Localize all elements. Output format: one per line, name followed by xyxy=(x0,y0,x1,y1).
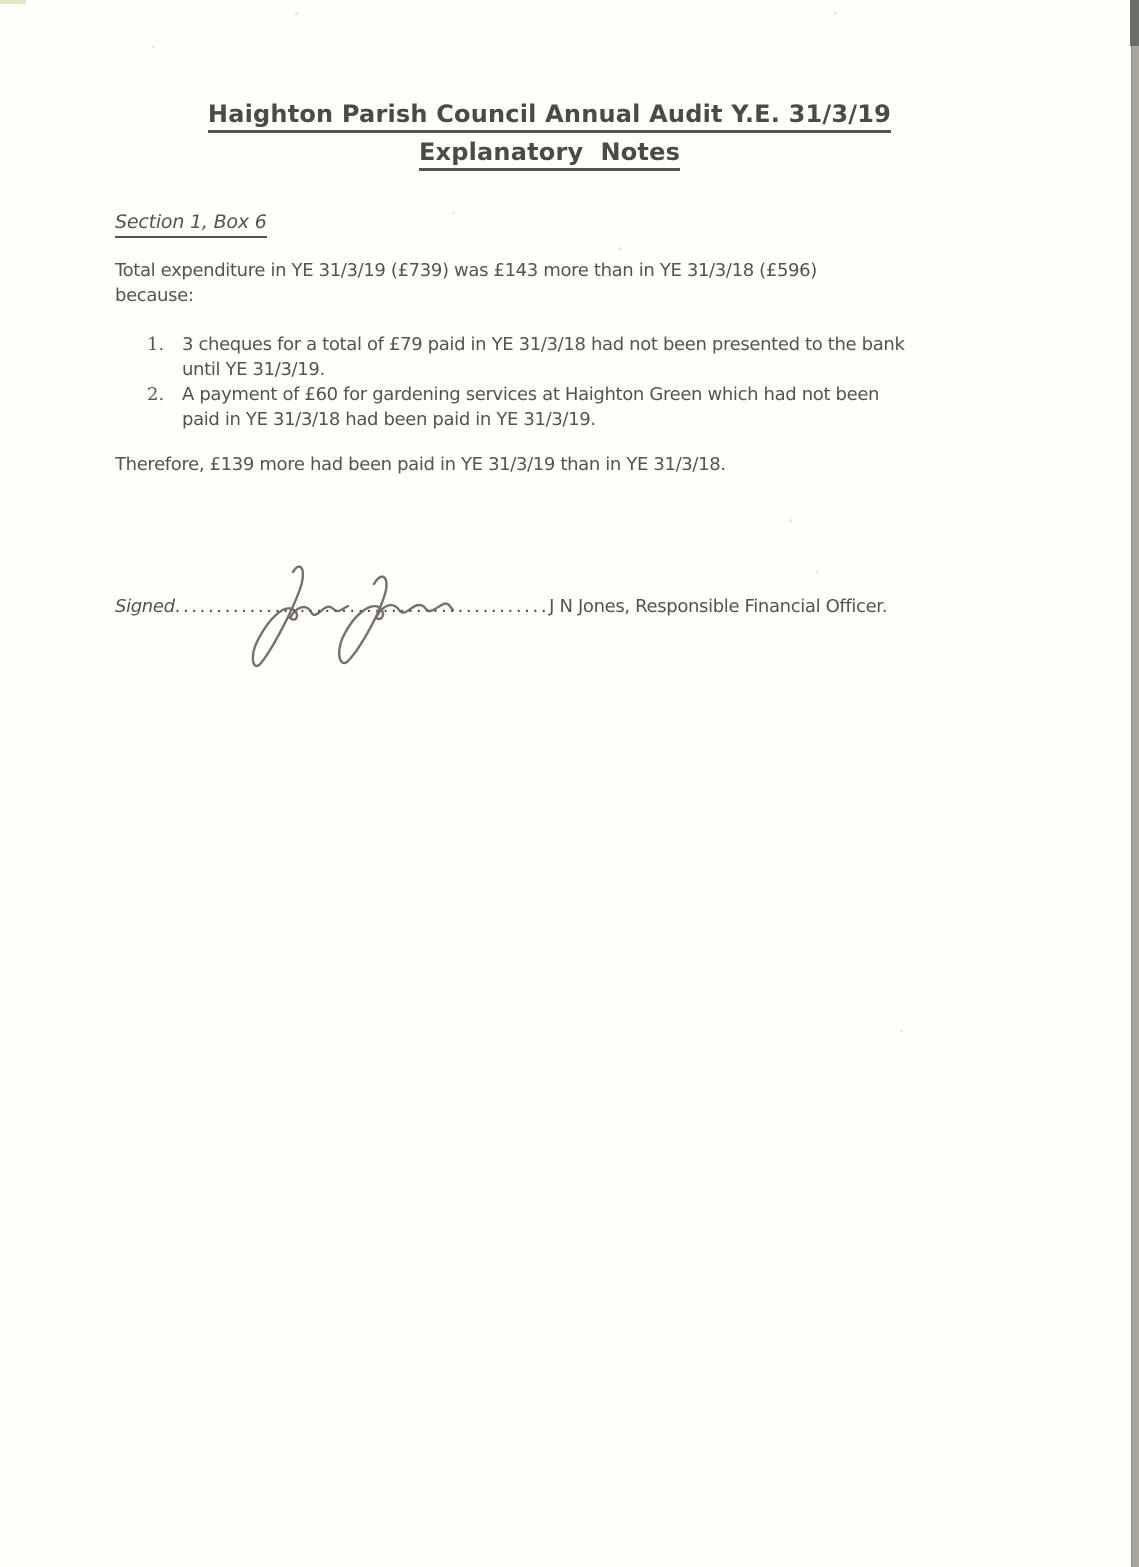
scan-speck xyxy=(152,46,155,48)
intro-line-1: Total expenditure in YE 31/3/19 (£739) was £143 more than in YE 31/3/18 (£596) xyxy=(115,260,817,281)
intro-paragraph xyxy=(115,258,817,308)
list-item-number: 2. xyxy=(147,384,165,405)
list-item-number: 1. xyxy=(147,334,165,355)
list-item-line: until YE 31/3/19. xyxy=(182,359,325,380)
scan-speck xyxy=(618,247,621,250)
list-item-line: 3 cheques for a total of £79 paid in YE 31/3/18 had not been presented to the bank xyxy=(182,334,905,355)
scan-speck xyxy=(900,1030,903,1032)
list-item xyxy=(147,382,905,432)
list-item-line: A payment of £60 for gardening services at Haighton Green which had not been xyxy=(182,384,880,405)
document-title-line-1 xyxy=(0,100,1099,128)
scan-speck xyxy=(452,212,455,214)
section-heading xyxy=(115,211,267,233)
scan-edge-band xyxy=(1131,0,1139,1567)
list-item-line: paid in YE 31/3/18 had been paid in YE 31/3/19. xyxy=(182,409,596,430)
document-title-text-2: Explanatory Notes xyxy=(419,138,680,171)
scan-corner-mark xyxy=(0,0,26,4)
conclusion-line: Therefore, £139 more had been paid in YE 31/3/19 than in YE 31/3/18. xyxy=(115,454,726,475)
scan-speck xyxy=(789,519,792,522)
list-item xyxy=(147,332,905,382)
scan-speck xyxy=(816,571,818,574)
list-item-text xyxy=(182,332,905,382)
numbered-list xyxy=(147,332,905,432)
signed-label: Signed xyxy=(115,596,175,617)
signature-row xyxy=(115,594,887,619)
list-item-text xyxy=(182,382,879,432)
signature-dotted-line: ............................................. xyxy=(174,596,550,617)
scan-speck xyxy=(295,12,298,15)
section-heading-text: Section 1, Box 6 xyxy=(115,211,267,238)
signatory-name: J N Jones, Responsible Financial Officer. xyxy=(549,596,888,617)
scan-speck xyxy=(834,12,837,14)
scan-edge-band-dark-top xyxy=(1130,0,1139,46)
intro-line-2: because: xyxy=(115,285,194,306)
document-title-line-2 xyxy=(0,138,1099,166)
document-title-text-1: Haighton Parish Council Annual Audit Y.E. 31/3/19 xyxy=(208,100,891,133)
